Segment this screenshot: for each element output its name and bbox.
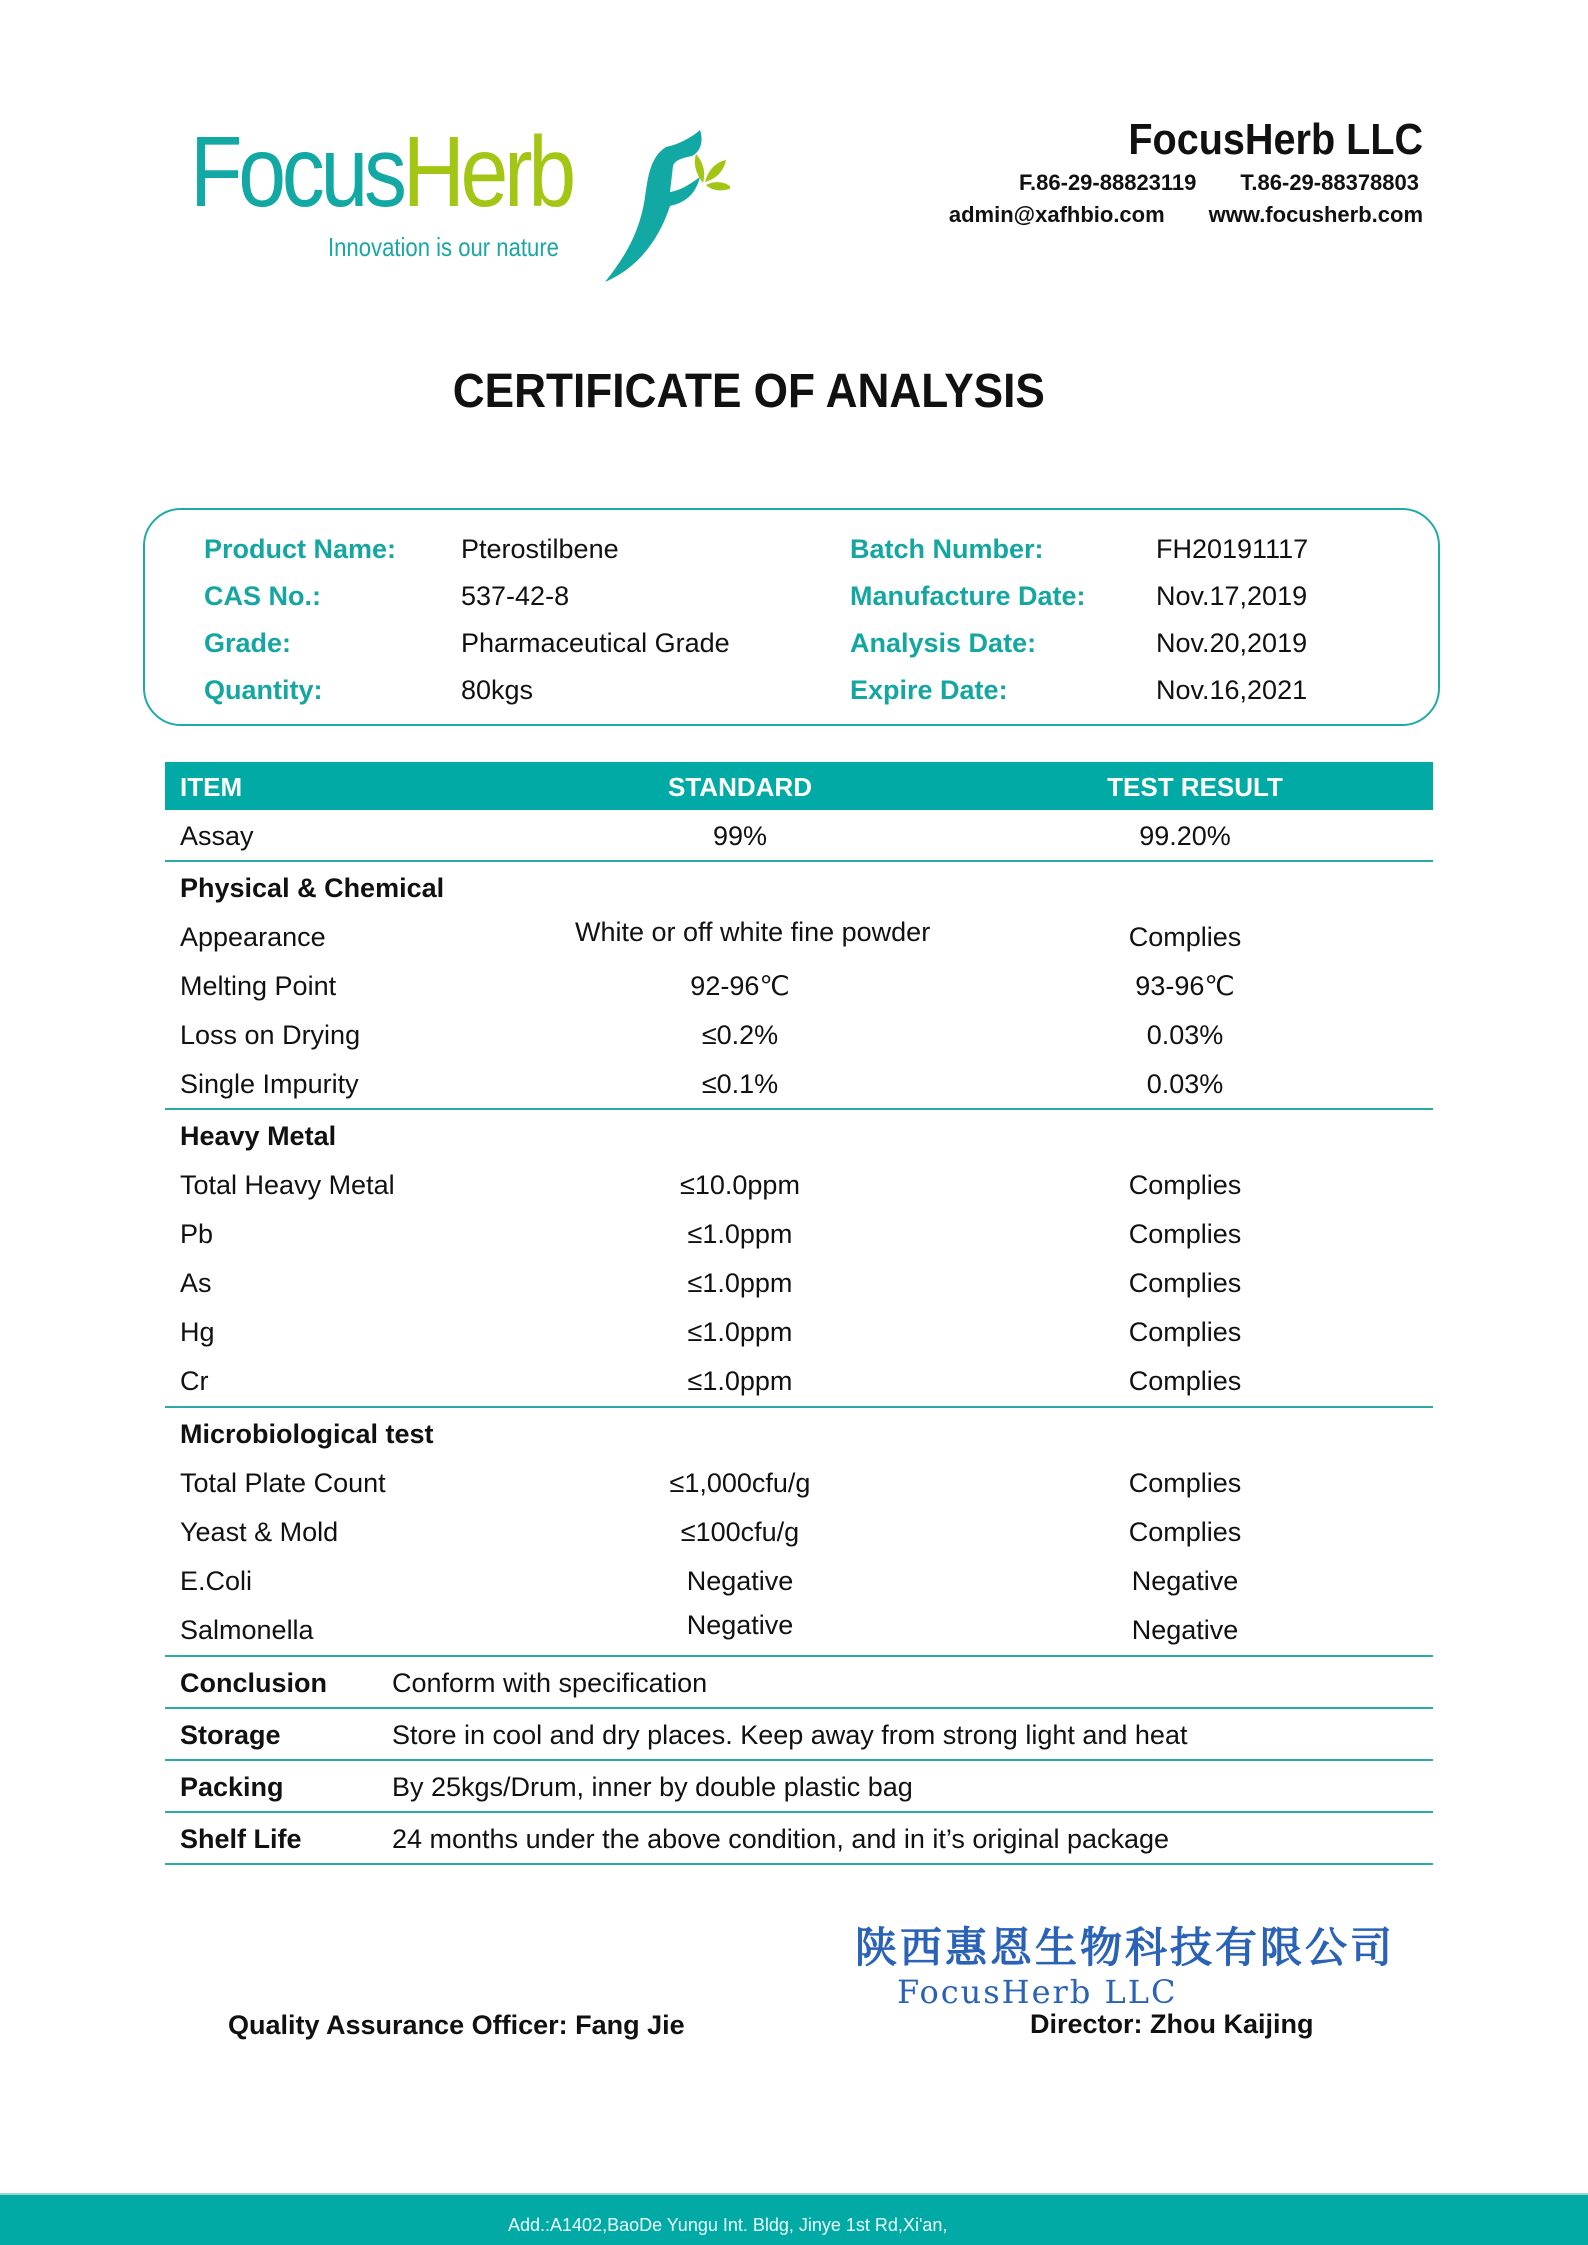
table-row	[165, 1555, 1433, 1604]
company-web-line	[949, 202, 1423, 228]
table-row	[165, 1058, 1433, 1110]
row-item: As	[180, 1268, 212, 1298]
row-result: Complies	[1128, 1219, 1242, 1249]
row-standard: ≤1,000cfu/g	[669, 1468, 811, 1498]
stamp-english-name: FocusHerb LLC	[897, 1973, 1178, 2011]
group-header-physical-chemical	[165, 862, 1433, 911]
note-value: Conform with specification	[392, 1668, 708, 1698]
row-item: Appearance	[180, 922, 326, 952]
group-title: Microbiological test	[180, 1419, 434, 1449]
company-website[interactable]: www.focusherb.com	[1208, 202, 1423, 227]
manufacture-date-label: Manufacture Date:	[850, 581, 1086, 611]
row-item: Total Plate Count	[180, 1468, 386, 1498]
header-test-result: TEST RESULT	[1107, 772, 1283, 802]
document-title-text: CERTIFICATE OF ANALYSIS	[452, 365, 1046, 418]
table-row	[165, 1457, 1433, 1506]
row-result: Complies	[1128, 1317, 1242, 1347]
row-result: Negative	[1131, 1566, 1239, 1596]
expire-date-value: Nov.16,2021	[1156, 675, 1308, 705]
grade-label: Grade:	[204, 628, 292, 658]
row-item: Yeast & Mold	[180, 1517, 339, 1547]
row-item: Salmonella	[180, 1615, 314, 1645]
row-item: Hg	[180, 1317, 215, 1347]
company-email[interactable]: admin@xafhbio.com	[948, 202, 1165, 227]
company-contact-block	[948, 115, 1423, 228]
row-result: Complies	[1128, 1268, 1242, 1298]
cas-label: CAS No.:	[204, 581, 321, 611]
group-header-heavy-metal	[165, 1110, 1433, 1159]
row-standard: ≤0.1%	[701, 1069, 779, 1099]
group-title: Heavy Metal	[180, 1121, 337, 1151]
row-standard: ≤1.0ppm	[687, 1317, 793, 1347]
analysis-table	[165, 762, 1433, 1865]
row-result: 93-96℃	[1135, 971, 1235, 1001]
row-standard: ≤10.0ppm	[680, 1170, 800, 1200]
table-row	[165, 911, 1433, 960]
row-item: Pb	[180, 1219, 214, 1249]
row-item: Loss on Drying	[180, 1020, 361, 1050]
row-item: Assay	[180, 821, 254, 851]
row-standard: 92-96℃	[690, 971, 790, 1001]
row-result: 0.03%	[1146, 1020, 1224, 1050]
table-row	[165, 1159, 1433, 1208]
logo-word-herb: Herb	[402, 116, 572, 228]
note-label: Conclusion	[180, 1668, 327, 1698]
row-result: Complies	[1128, 1468, 1242, 1498]
company-name: FocusHerb LLC	[1128, 115, 1423, 164]
product-name-value: Pterostilbene	[461, 534, 619, 564]
note-label: Packing	[180, 1772, 284, 1802]
stamp-chinese-name: 陕西惠恩生物科技有限公司	[855, 1923, 1396, 1972]
table-row	[165, 1604, 1433, 1657]
row-result: Complies	[1128, 1517, 1242, 1547]
logo-tagline: Innovation is our nature	[328, 232, 559, 262]
row-standard: White or off white fine powder	[575, 917, 931, 947]
row-result: Complies	[1128, 922, 1242, 952]
company-tel: T.86-29-88378803	[1240, 170, 1419, 195]
header-standard: STANDARD	[668, 772, 812, 802]
leaf-f-icon	[600, 122, 730, 287]
note-label: Storage	[180, 1720, 281, 1750]
logo-wordmark	[190, 116, 572, 228]
row-item: Melting Point	[180, 971, 337, 1001]
quantity-value: 80kgs	[461, 675, 534, 705]
table-row	[165, 1506, 1433, 1555]
batch-number-label: Batch Number:	[850, 534, 1044, 564]
company-fax: F.86-29-88823119	[1019, 170, 1197, 195]
analysis-date-label: Analysis Date:	[850, 628, 1037, 658]
row-standard: ≤1.0ppm	[687, 1268, 793, 1298]
table-row	[165, 1355, 1433, 1408]
row-item: Single Impurity	[180, 1069, 359, 1099]
table-header	[165, 762, 1433, 810]
company-logo	[190, 116, 730, 287]
row-standard: 99%	[712, 821, 768, 851]
row-standard: ≤1.0ppm	[687, 1219, 793, 1249]
company-phone-line	[949, 170, 1423, 196]
table-row	[165, 1009, 1433, 1058]
row-item: Total Heavy Metal	[180, 1170, 395, 1200]
document-title	[0, 364, 1498, 419]
row-result: Complies	[1128, 1170, 1242, 1200]
header-item: ITEM	[180, 772, 243, 802]
quantity-label: Quantity:	[204, 675, 323, 705]
note-row-storage	[165, 1709, 1433, 1761]
qa-officer-signature: Quality Assurance Officer: Fang Jie	[228, 2010, 685, 2040]
row-result: Complies	[1128, 1366, 1242, 1396]
footer-bar	[0, 2193, 1588, 2245]
row-standard: ≤1.0ppm	[687, 1366, 793, 1396]
note-row-packing	[165, 1761, 1433, 1813]
company-stamp	[855, 1923, 1396, 2065]
note-label: Shelf Life	[180, 1824, 302, 1854]
director-signature: Director: Zhou Kaijing	[1030, 2009, 1314, 2039]
product-name-label: Product Name:	[204, 534, 397, 564]
table-row	[165, 1208, 1433, 1257]
row-result: 0.03%	[1146, 1069, 1224, 1099]
row-result: 99.20%	[1139, 821, 1231, 851]
table-row	[165, 1257, 1433, 1306]
row-standard: ≤0.2%	[701, 1020, 779, 1050]
analysis-date-value: Nov.20,2019	[1156, 628, 1308, 658]
expire-date-label: Expire Date:	[850, 675, 1008, 705]
manufacture-date-value: Nov.17,2019	[1156, 581, 1308, 611]
note-value: 24 months under the above condition, and in it’s original package	[392, 1824, 1170, 1854]
table-row-assay	[165, 810, 1433, 862]
note-row-shelf-life	[165, 1813, 1433, 1865]
row-item: Cr	[180, 1366, 209, 1396]
row-item: E.Coli	[180, 1566, 253, 1596]
row-standard: ≤100cfu/g	[680, 1517, 800, 1547]
logo-word-focus: Focus	[190, 116, 403, 228]
grade-value: Pharmaceutical Grade	[461, 628, 730, 658]
group-header-microbiological	[165, 1408, 1433, 1457]
note-value: By 25kgs/Drum, inner by double plastic bag	[392, 1772, 913, 1802]
row-standard: Negative	[686, 1610, 794, 1640]
table-row	[165, 960, 1433, 1009]
note-row-conclusion	[165, 1657, 1433, 1709]
group-title: Physical & Chemical	[180, 873, 445, 903]
row-result: Negative	[1131, 1615, 1239, 1645]
batch-number-value: FH20191117	[1156, 534, 1309, 564]
note-value: Store in cool and dry places. Keep away from strong light and heat	[392, 1720, 1188, 1750]
cas-value: 537-42-8	[461, 581, 570, 611]
table-row	[165, 1306, 1433, 1355]
row-standard: Negative	[686, 1566, 794, 1596]
footer-address: Add.:A1402,BaoDe Yungu Int. Bldg, Jinye 1st Rd,Xi'an,	[508, 2215, 948, 2235]
product-info-box	[143, 508, 1440, 726]
